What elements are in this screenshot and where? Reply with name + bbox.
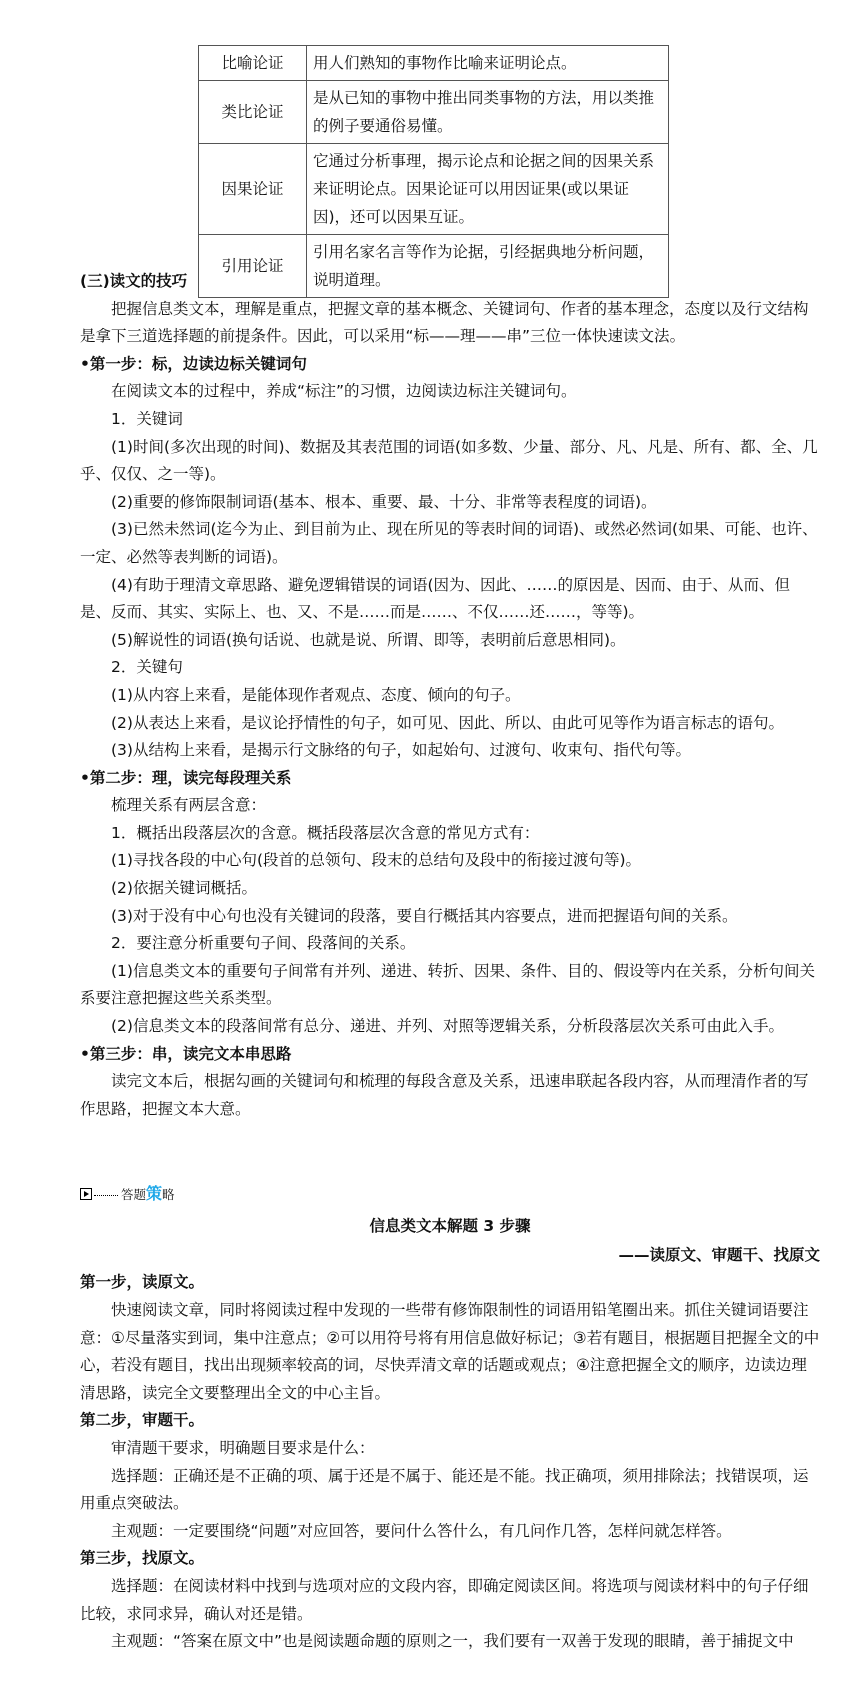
paragraph: 2．要注意分析重要句子间、段落间的关系。 <box>111 934 416 953</box>
paragraph: (1)寻找各段的中心句(段首的总领句、段末的总结句及段中的衔接过渡句等)。 <box>111 851 642 870</box>
argument-methods-table <box>198 45 669 298</box>
table-row <box>199 144 669 235</box>
paragraph: 选择题：在阅读材料中找到与选项对应的文段内容，即确定阅读区间。将选项与阅读材料中的句子仔细比较，求同求异，确认对还是错。 <box>80 1576 809 1623</box>
step-heading: •第三步：串，读完文本串思路 <box>80 1044 292 1063</box>
strategy-label-c: 略 <box>162 1187 175 1203</box>
step-heading: 第一步，读原文。 <box>80 1273 205 1292</box>
method-name: 因果论证 <box>199 144 307 235</box>
paragraph: 在阅读文本的过程中，养成“标注”的习惯，边阅读边标注关键词句。 <box>111 382 577 401</box>
method-desc: 用人们熟知的事物作比喻来证明论点。 <box>307 46 669 81</box>
section-heading: (三)读文的技巧 <box>80 272 188 290</box>
paragraph: (3)对于没有中心句也没有关键词的段落，要自行概括其内容要点，进而把握语句间的关系。 <box>111 906 738 925</box>
paragraph: 主观题：一定要围绕“问题”对应回答，要问什么答什么，有几问作几答，怎样问就怎样答。 <box>111 1521 732 1540</box>
paragraph: (3)已然未然词(迄今为止、到目前为止、现在所见的等表时间的词语)、或然必然词(如果、可能、也许、一定、必然等表判断的词语)。 <box>80 520 818 566</box>
paragraph: 读完文本后，根据勾画的关键词句和梳理的每段含意及关系，迅速串联起各段内容，从而理清作者的写作思路，把握文本大意。 <box>80 1072 809 1118</box>
method-name: 类比论证 <box>199 81 307 144</box>
paragraph: 梳理关系有两层含意： <box>111 796 267 815</box>
method-name: 比喻论证 <box>199 46 307 81</box>
paragraph: (1)信息类文本的重要句子间常有并列、递进、转折、因果、条件、目的、假设等内在关系，分析句间关系要注意把握这些关系类型。 <box>80 961 815 1008</box>
paragraph: 选择题：正确还是不正确的项、属于还是不属于、能还是不能。找正确项，须用排除法；找错误项，运用重点突破法。 <box>80 1466 809 1513</box>
main-content <box>80 268 820 1656</box>
step-heading: 第二步，审题干。 <box>80 1411 205 1430</box>
play-icon <box>80 1188 92 1200</box>
method-desc: 是从已知的事物中推出同类事物的方法，用以类推的例子要通俗易懂。 <box>307 81 669 144</box>
paragraph: 审清题干要求，明确题目要求是什么： <box>111 1438 375 1457</box>
paragraph: (1)时间(多次出现的时间)、数据及其表范围的词语(如多数、少量、部分、凡、凡是、所有、都、全、几乎、仅仅、之一等)。 <box>80 437 818 484</box>
dotted-rule <box>94 1195 118 1196</box>
paragraph: (4)有助于理清文章思路、避免逻辑错误的词语(因为、因此、……的原因是、因而、由于、从而、但是、反而、其实、实际上、也、又、不是……而是……、不仅……还……，等等)。 <box>80 575 791 622</box>
step-heading: 第三步，找原文。 <box>80 1549 205 1568</box>
paragraph: 1．概括出段落层次的含意。概括段落层次含意的常见方式有： <box>111 823 540 842</box>
step-heading: •第二步：理，读完每段理关系 <box>80 768 292 787</box>
subheading: 1．关键词 <box>111 409 183 428</box>
paragraph: (3)从结构上来看，是揭示行文脉络的句子，如起始句、过渡句、收束句、指代句等。 <box>111 741 691 760</box>
paragraph: (1)从内容上来看，是能体现作者观点、态度、倾向的句子。 <box>111 685 521 704</box>
paragraph: (2)从表达上来看，是议论抒情性的句子，如可见、因此、所以、由此可见等作为语言标志的语句。 <box>111 713 784 732</box>
strategy-title: 信息类文本解题 3 步骤 <box>369 1217 531 1236</box>
paragraph: 主观题：“答案在原文中”也是阅读题命题的原则之一，我们要有一双善于发现的眼睛，善于捕捉文中 <box>111 1632 794 1651</box>
method-desc: 它通过分析事理，揭示论点和论据之间的因果关系来证明论点。因果论证可以用因证果(或以果证因)，还可以因果互证。 <box>307 144 669 235</box>
strategy-label <box>80 1179 820 1209</box>
strategy-label-b: 策 <box>146 1184 163 1204</box>
table-row <box>199 46 669 81</box>
paragraph: (5)解说性的词语(换句话说、也就是说、所谓、即等，表明前后意思相同)。 <box>111 630 626 649</box>
paragraph: 快速阅读文章，同时将阅读过程中发现的一些带有修饰限制性的词语用铅笔圈出来。抓住关键词语要注意：①尽量落实到词，集中注意点；②可以用符号将有用信息做好标记；③若有题目，根据题目把握全文的中心，若没有题目，找出出现频率较高的词，尽快弄清文章的话题或观点；④注意把握全文的顺序，边读边理清思路，读完全文要整理出全文的中心主旨。 <box>80 1301 820 1402</box>
method-desc: 引用名家名言等作为论据，引经据典地分析问题，说明道理。 <box>307 235 669 298</box>
table-row <box>199 81 669 144</box>
paragraph: (2)信息类文本的段落间常有总分、递进、并列、对照等逻辑关系，分析段落层次关系可由此入手。 <box>111 1017 784 1036</box>
subheading: 2．关键句 <box>111 658 183 677</box>
step-heading: •第一步：标，边读边标关键词句 <box>80 354 307 373</box>
paragraph: (2)重要的修饰限制词语(基本、根本、重要、最、十分、非常等表程度的词语)。 <box>111 492 657 511</box>
strategy-label-a: 答题 <box>121 1187 147 1203</box>
method-name: 引用论证 <box>199 235 307 298</box>
strategy-subtitle: ——读原文、审题干、找原文 <box>618 1246 820 1265</box>
paragraph: 把握信息类文本，理解是重点，把握文章的基本概念、关键词句、作者的基本理念，态度以及行文结构是拿下三道选择题的前提条件。因此，可以采用“标——理——串”三位一体快速读文法。 <box>80 299 809 346</box>
spacer <box>80 1123 820 1179</box>
paragraph: (2)依据关键词概括。 <box>111 879 257 898</box>
